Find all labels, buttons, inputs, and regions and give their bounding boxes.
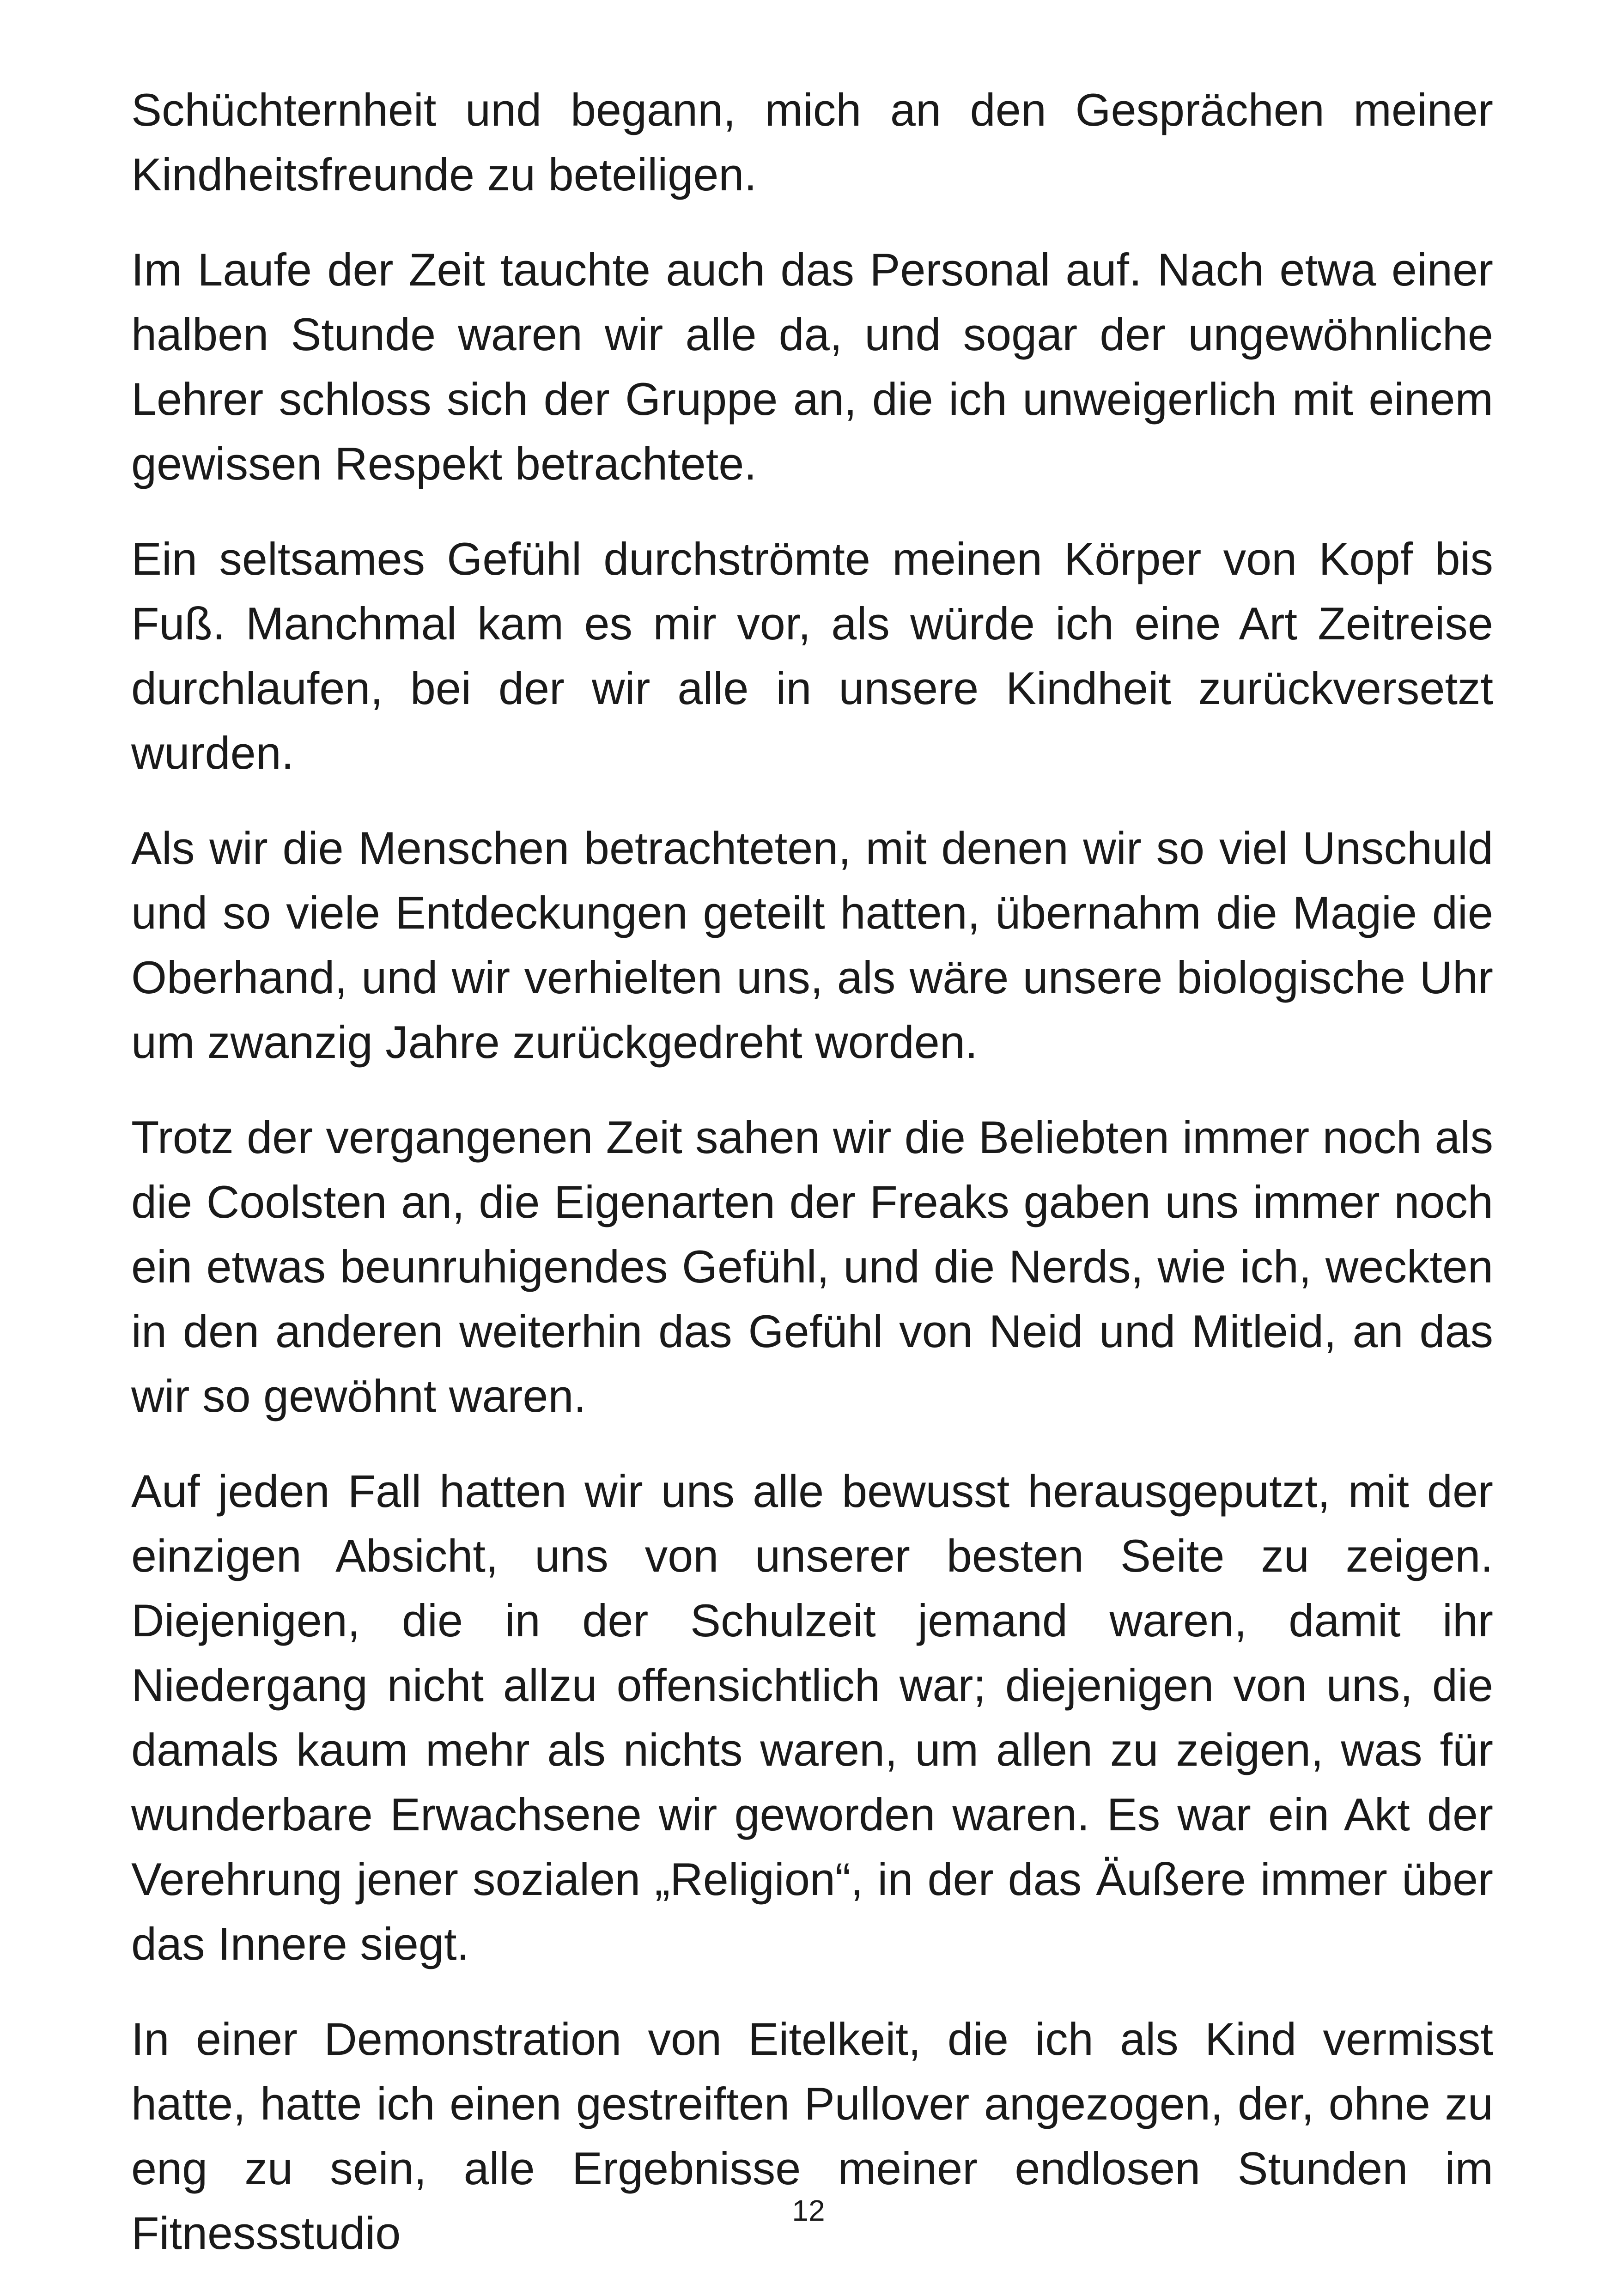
paragraph-6: Auf jeden Fall hatten wir uns alle bewusst herausgeputzt, mit der einzigen Absicht, uns von unserer besten Seite zu zeigen. Diejenigen, die in der Schulzeit jemand waren, damit ihr Niedergang nicht allzu offensichtlich war; diejenigen von uns, die damals kaum mehr als nichts waren, um allen zu zeigen, was für wunderbare Erwachsene wir geworden waren. Es war ein Akt der Verehrung jener sozialen „Religion“, in der das Äußere immer über das Innere siegt. [131, 1465, 1493, 1969]
paragraph-4: Als wir die Menschen betrachteten, mit denen wir so viel Unschuld und so viele Entdeckungen geteilt hatten, übernahm die Magie die Oberhand, und wir verhielten uns, als wäre unsere biologische Uhr um zwanzig Jahre zurückgedreht worden. [131, 822, 1493, 1068]
paragraph-3: Ein seltsames Gefühl durchströmte meinen Körper von Kopf bis Fuß. Manchmal kam es mir vor, als würde ich eine Art Zeitreise durchlaufen, bei der wir alle in unsere Kindheit zurückversetzt wurden. [131, 533, 1493, 778]
paragraph-7: In einer Demonstration von Eitelkeit, die ich als Kind vermisst hatte, hatte ich einen gestreiften Pullover angezogen, der, ohne zu eng zu sein, alle Ergebnisse meiner endlosen Stunden im Fitnessstudio [131, 2013, 1493, 2259]
body-text [131, 78, 1493, 2296]
page-number: 12 [792, 2194, 825, 2227]
paragraph-5: Trotz der vergangenen Zeit sahen wir die Beliebten immer noch als die Coolsten an, die Eigenarten der Freaks gaben uns immer noch ein etwas beunruhigendes Gefühl, und die Nerds, wie ich, weckten in den anderen weiterhin das Gefühl von Neid und Mitleid, an das wir so gewöhnt waren. [131, 1112, 1493, 1421]
paragraph-1: Schüchternheit und begann, mich an den Gesprächen meiner Kindheitsfreunde zu beteiligen. [131, 84, 1493, 200]
paragraph-2: Im Laufe der Zeit tauchte auch das Personal auf. Nach etwa einer halben Stunde waren wir alle da, und sogar der ungewöhnliche Lehrer schloss sich der Gruppe an, die ich unweigerlich mit einem gewissen Respekt betrachtete. [131, 244, 1493, 489]
